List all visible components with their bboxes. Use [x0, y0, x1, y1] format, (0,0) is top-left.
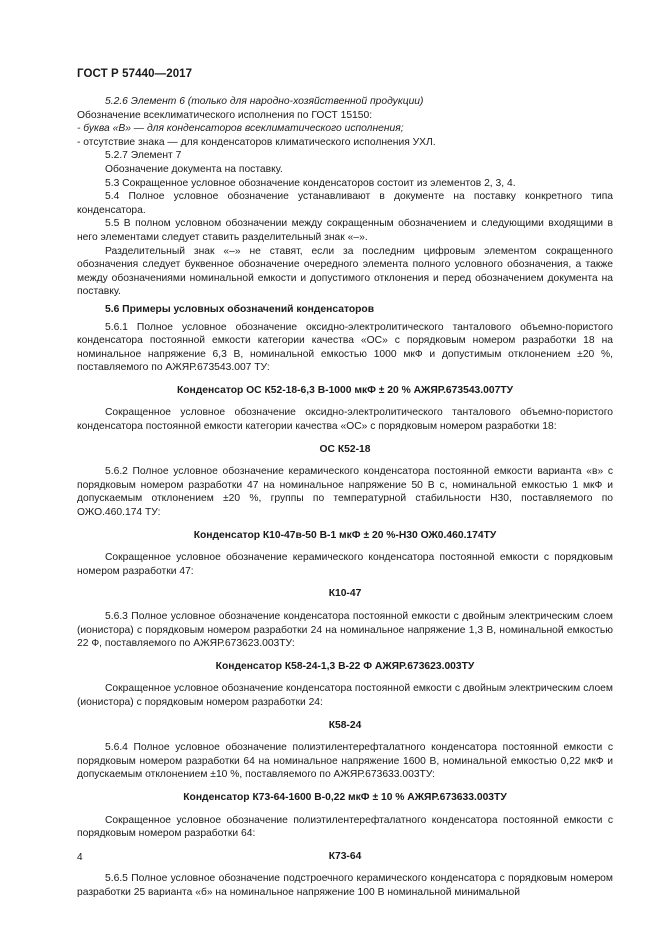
paragraph: Сокращенное условное обозначение конденсатора постоянной емкости с двойным электрическим слоем (ионистора) с порядковым номером разработки 24: [77, 683, 613, 708]
paragraph-5-2-6: 5.2.6 Элемент 6 (только для народно-хозяйственной продукции) [105, 96, 424, 107]
paragraph-5-6-4: 5.6.4 Полное условное обозначение полиэтилентерефталатного конденсатора постоянной емкости с порядковым номером разработки 64 на номинальное напряжение 1600 В, номинальной емкостью 0,22 мкФ и допускаемым отклонением ±10 %, поставляемого по АЖЯР.673633.003ТУ: [77, 742, 613, 781]
paragraph: Разделительный знак «–» не ставят, если за последним цифровым элементом сокращенного обозначения следует буквенное обозначение очередного элемента полного условного обозначения, а также между обозначениями номинальной емкости и допустимого отклонения и перед обозначением документа на поставку. [77, 245, 613, 298]
paragraph: Сокращенное условное обозначение полиэтилентерефталатного конденсатора постоянной емкости с порядковым номером разработки 64: [77, 814, 613, 840]
paragraph-5-3: 5.3 Сокращенное условное обозначение конденсаторов состоит из элементов 2, 3, 4. [105, 177, 516, 189]
paragraph: Сокращенное условное обозначение керамического конденсатора постоянной емкости с порядковым номером разработки 47: [77, 552, 613, 577]
paragraph-5-2-7: 5.2.7 Элемент 7 [105, 150, 182, 162]
paragraph-5-5: 5.5 В полном условном обозначении между сокращенным обозначением и следующими входящими в него элементами следует ставить разделительный знак «–». [77, 218, 613, 243]
designation-example: Конденсатор ОС К52-18-6,3 В-1000 мкФ ± 20 % АЖЯР.673543.007ТУ [176, 384, 514, 396]
designation-example: Конденсатор К73-64-1600 В-0,22 мкФ ± 10 % АЖЯР.673633.003ТУ [183, 791, 507, 803]
paragraph: Сокращенное условное обозначение оксидно-электролитического танталового объемно-пористого конденсатора постоянной емкости категории качества «ОС» с порядковым номером разработки 18: [77, 407, 613, 433]
paragraph-5-6-3: 5.6.3 Полное условное обозначение конденсатора постоянной емкости с двойным электрическим слоем (ионистора) с порядковым номером разработки 24 на номинальное напряжение 1,3 В, номинальной емкостью 22 Ф, поставляемого по АЖЯР.673623.003ТУ: [77, 611, 613, 650]
designation-example: Конденсатор К58-24-1,3 В-22 Ф АЖЯР.673623.003ТУ [215, 660, 475, 672]
list-item: - отсутствие знака — для конденсаторов климатического исполнения УХЛ. [77, 136, 436, 148]
paragraph-5-4: 5.4 Полное условное обозначение устанавливают в документе на поставку конкретного типа конденсатора. [77, 191, 613, 216]
paragraph: Обозначение всеклиматического исполнения по ГОСТ 15150: [77, 109, 373, 121]
designation-example: К10-47 [328, 588, 362, 600]
paragraph: Обозначение документа на поставку. [105, 163, 283, 175]
list-item: - буква «В» — для конденсаторов всеклиматического исполнения; [77, 123, 404, 135]
section-heading-5-6: 5.6 Примеры условных обозначений конденсаторов [105, 303, 375, 315]
paragraph-5-6-1: 5.6.1 Полное условное обозначение оксидно-электролитического танталового объемно-пористого конденсатора постоянной емкости категории качества «ОС» с порядковым номером разработки 18 на номинальное напряжение 6,3 В, номинальной емкостью 1000 мкФ и допустимым отклонением ±20 %, поставляемого по АЖЯР.673543.007 ТУ: [77, 321, 613, 374]
designation-example: К58-24 [328, 719, 362, 731]
designation-example: ОС К52-18 [319, 443, 371, 455]
paragraph-5-6-2: 5.6.2 Полное условное обозначение керамического конденсатора постоянной емкости варианта «в» с порядковым номером разработки 47 на номинальное напряжение 50 В с, номинальной емкостью 1 мкФ и допускаемым отклонением ±20 %, группы по температурной стабильности Н30, поставляемого по ОЖО.460.174 ТУ: [77, 466, 613, 519]
document-body [77, 95, 613, 900]
designation-example: К73-64 [328, 850, 362, 862]
standard-header: ГОСТ Р 57440—2017 [77, 68, 193, 80]
paragraph-5-6-5: 5.6.5 Полное условное обозначение подстроечного керамического конденсатора с порядковым номером разработки 25 варианта «б» на номинальное напряжение 100 В номинальной минимальной [77, 873, 613, 898]
designation-example: Конденсатор К10-47в-50 В-1 мкФ ± 20 %-Н30 ОЖ0.460.174ТУ [193, 529, 497, 541]
page-number: 4 [77, 852, 83, 863]
